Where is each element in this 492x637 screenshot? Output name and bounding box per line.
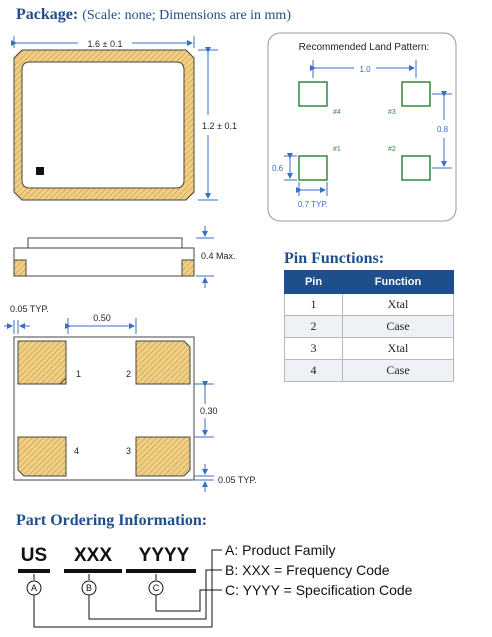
- function-cell: Case: [343, 316, 454, 338]
- function-cell: Xtal: [343, 294, 454, 316]
- pin-cell: 3: [285, 338, 343, 360]
- land-pattern-title: Recommended Land Pattern:: [298, 42, 430, 53]
- function-cell: Case: [343, 360, 454, 382]
- marker-c: C: [152, 583, 160, 593]
- pad-height-label: 0.30: [200, 406, 218, 416]
- ordering-diagram: [18, 542, 413, 627]
- pad-2: [136, 341, 190, 384]
- land-pad-1: [299, 156, 327, 180]
- land-horizontal-pitch: 1.0: [359, 65, 371, 74]
- pad-number-4: 4: [74, 446, 80, 456]
- land-pad-4: [299, 82, 327, 106]
- legend-a: A: Product Family: [225, 542, 336, 558]
- code-part-xxx: XXX: [73, 545, 113, 566]
- pin-cell: 1: [285, 294, 343, 316]
- package-side-view: [14, 238, 194, 276]
- package-top-view: [14, 50, 194, 200]
- function-cell: Xtal: [343, 338, 454, 360]
- marker-b: B: [85, 583, 93, 593]
- pad-4: [18, 437, 66, 476]
- max-height-label: 0.4 Max.: [201, 251, 236, 261]
- pad-offset-bottom-label: 0.05 TYP.: [218, 475, 257, 485]
- pad-3: [136, 437, 190, 476]
- land-pad-width: 0.7 TYP.: [298, 200, 328, 209]
- code-part-us: US: [20, 545, 48, 566]
- land-pad-label-4: #4: [333, 109, 341, 116]
- pin-cell: 2: [285, 316, 343, 338]
- legend-c: C: YYYY = Specification Code: [225, 582, 413, 598]
- pin-table-header: [285, 271, 454, 294]
- table-row: [285, 316, 454, 338]
- land-pattern-panel: [268, 33, 456, 221]
- land-pad-height: 0.6: [272, 164, 284, 173]
- package-bottom-view: [14, 337, 194, 480]
- land-pad-label-2: #2: [388, 146, 396, 153]
- package-subtitle: (Scale: none; Dimensions are in mm): [82, 8, 291, 23]
- code-part-yyyy: YYYY: [138, 545, 190, 566]
- pad-offset-label: 0.05 TYP.: [10, 304, 49, 314]
- pin-functions-table: [284, 270, 454, 382]
- land-vertical-pitch: 0.8: [437, 125, 449, 134]
- pad-number-3: 3: [126, 446, 132, 456]
- width-label: 1.6 ± 0.1: [87, 39, 123, 49]
- land-pad-label-1: #1: [333, 146, 341, 153]
- pin-header: Pin: [285, 271, 343, 294]
- table-row: [285, 360, 454, 382]
- pin-functions-title: Pin Functions:: [284, 250, 385, 267]
- pad-number-2: 2: [126, 369, 132, 379]
- height-label: 1.2 ± 0.1: [202, 121, 237, 131]
- land-pad-3: [402, 82, 430, 106]
- pin-cell: 4: [285, 360, 343, 382]
- legend-b: B: XXX = Frequency Code: [225, 562, 390, 578]
- table-row: [285, 338, 454, 360]
- pad-offset-dimension: [4, 320, 30, 334]
- land-pad-label-3: #3: [388, 109, 396, 116]
- function-header: Function: [343, 271, 454, 294]
- marker-a: A: [30, 583, 38, 593]
- package-title: Package:: [16, 6, 79, 23]
- table-row: [285, 294, 454, 316]
- pad-number-1: 1: [76, 369, 82, 379]
- pad-offset-bottom-dimension: [194, 464, 214, 492]
- land-pad-2: [402, 156, 430, 180]
- ordering-title: Part Ordering Information:: [16, 512, 208, 529]
- pin1-indicator: [36, 167, 44, 175]
- pad-width-label: 0.50: [93, 313, 111, 323]
